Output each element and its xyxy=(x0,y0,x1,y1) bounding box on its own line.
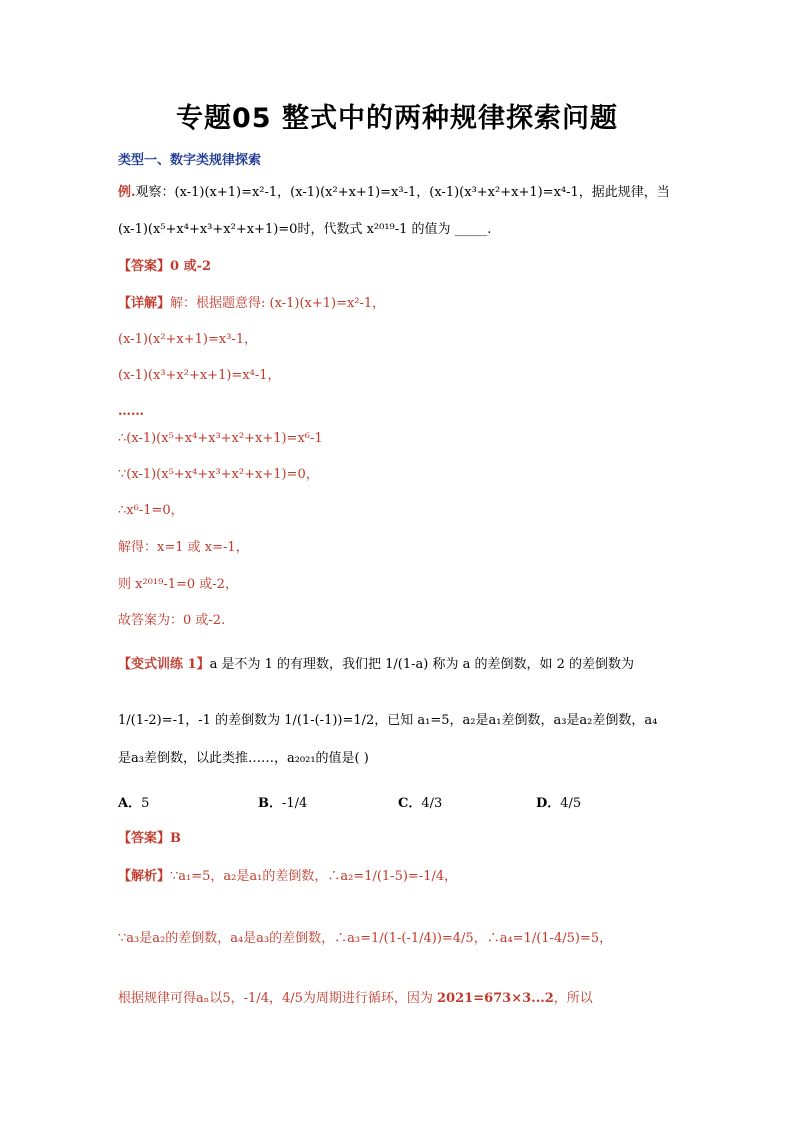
option-b xyxy=(258,792,307,811)
variant-line-3: 是a₃差倒数，以此类推……，a₂₀₂₁的值是( ) xyxy=(118,751,369,766)
detail-eq-4: ∴(x-1)(x⁵+x⁴+x³+x²+x+1)=x⁶-1 xyxy=(118,431,323,446)
detail-eq-6: ∴x⁶-1=0， xyxy=(118,503,184,518)
analysis-line-1 xyxy=(118,868,457,886)
detail-then-value: x²⁰¹⁹-1=0 或-2， xyxy=(135,577,238,592)
detail-solve-value: x=1 或 x=-1， xyxy=(157,540,249,555)
option-a xyxy=(118,792,149,811)
page-title: 专题05 整式中的两种规律探索问题 xyxy=(176,103,618,134)
detail-final-value: 0 或-2. xyxy=(183,613,226,628)
example-label: 例. xyxy=(118,185,136,200)
option-b-value: -1/4 xyxy=(282,796,308,811)
detail-solve-label: 解得： xyxy=(118,540,158,555)
answer-2-value: B xyxy=(170,831,182,846)
variant-label: 【变式训练 1】 xyxy=(118,657,210,672)
detail-eq-5: ∵(x-1)(x⁵+x⁴+x³+x²+x+1)=0， xyxy=(118,467,319,482)
option-d-value: 4/5 xyxy=(560,796,582,811)
detail-solve xyxy=(118,539,249,557)
analysis-text-3-bold: 2021=673×3...2 xyxy=(437,991,554,1006)
option-c xyxy=(398,792,442,811)
option-a-value: 5 xyxy=(141,796,150,811)
detail-eq-2: (x-1)(x²+x+1)=x³-1， xyxy=(118,332,258,347)
option-d-letter: D． xyxy=(536,796,561,811)
example-line-1 xyxy=(118,184,670,202)
detail-final xyxy=(118,612,225,630)
analysis-line-3 xyxy=(118,990,593,1008)
answer-1-value: 0 或-2 xyxy=(170,259,212,274)
detail-then-label: 则 xyxy=(118,577,136,592)
detail-final-label: 故答案为： xyxy=(118,613,184,628)
section-heading: 类型一、数字类规律探索 xyxy=(118,153,262,168)
answer-2-label: 【答案】 xyxy=(118,831,171,846)
detail-label: 【详解】 xyxy=(118,296,171,311)
analysis-line-2: ∵a₃是a₂的差倒数，a₄是a₃的差倒数，∴a₃=1/(1-(-1/4))=4/5，∴a₄=1/(1-4/5)=5， xyxy=(118,931,613,946)
example-text-1: 观察：(x-1)(x+1)=x²-1，(x-1)(x²+x+1)=x³-1，(x-1)(x³+x²+x+1)=x⁴-1，据此规律，当 xyxy=(135,185,670,200)
option-a-letter: A． xyxy=(118,796,142,811)
variant-line-1 xyxy=(118,656,634,674)
answer-1-label: 【答案】 xyxy=(118,259,171,274)
example-text-2: (x-1)(x⁵+x⁴+x³+x²+x+1)=0时，代数式 x²⁰¹⁹-1 的值为 _____. xyxy=(118,222,492,237)
analysis-label: 【解析】 xyxy=(118,869,171,884)
variant-line-2: 1/(1-2)=-1，-1 的差倒数为 1/(1-(-1))=1/2，已知 a₁=5，a₂是a₁差倒数，a₃是a₂差倒数，a₄ xyxy=(118,713,658,728)
detail-dots: …… xyxy=(118,404,144,419)
detail-intro: 解：根据题意得: xyxy=(170,296,270,311)
detail-eq-3: (x-1)(x³+x²+x+1)=x⁴-1， xyxy=(118,368,281,383)
option-d xyxy=(536,792,581,811)
detail-then xyxy=(118,576,238,594)
answer-1 xyxy=(118,258,211,276)
option-c-letter: C． xyxy=(398,796,422,811)
detail-line-intro xyxy=(118,295,385,313)
analysis-text-3-prefix: 根据规律可得aₙ以5，-1/4，4/5为周期进行循环，因为 xyxy=(118,991,438,1006)
answer-2 xyxy=(118,830,181,848)
variant-text-1: a 是不为 1 的有理数，我们把 1/(1-a) 称为 a 的差倒数，如 2 的差倒数为 xyxy=(209,657,635,672)
detail-eq-1: (x-1)(x+1)=x²-1， xyxy=(269,296,386,311)
option-c-value: 4/3 xyxy=(421,796,443,811)
analysis-text-3-suffix: ，所以 xyxy=(553,991,593,1006)
option-b-letter: B． xyxy=(258,796,282,811)
example-line-2 xyxy=(118,221,491,239)
analysis-text-1: ∵a₁=5，a₂是a₁的差倒数，∴a₂=1/(1-5)=-1/4， xyxy=(170,869,458,884)
